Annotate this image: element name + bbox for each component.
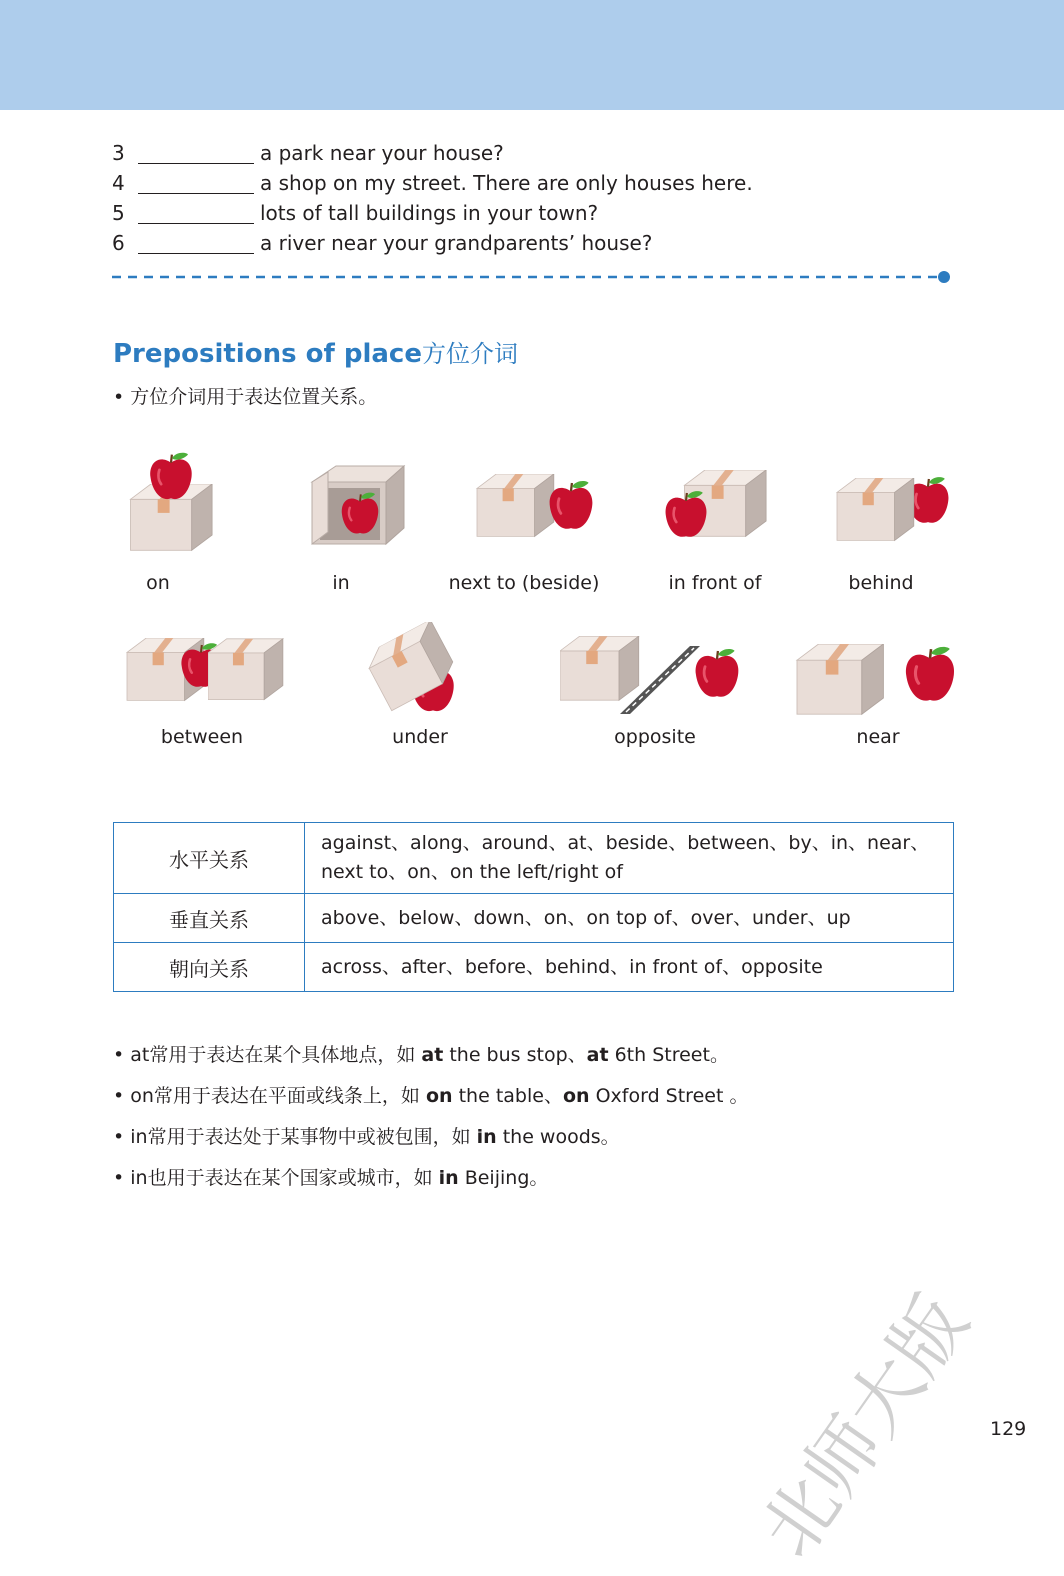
exercise-item	[112, 168, 753, 198]
preposition-label: next to (beside)	[448, 572, 600, 594]
exercise-number: 6	[112, 231, 125, 255]
illustration-near	[788, 640, 960, 716]
note-bold: on	[562, 1085, 590, 1107]
illustration-between	[124, 632, 286, 704]
note-text: the woods。	[496, 1126, 620, 1148]
note-bullet: • in	[113, 1167, 148, 1189]
section-title	[113, 334, 518, 369]
illustration-in-front-of	[662, 468, 778, 544]
note-text: Beijing。	[458, 1167, 549, 1189]
note-text-zh: 常用于表达处于某事物中或被包围，如	[147, 1126, 477, 1148]
preposition-label: near	[856, 726, 900, 748]
note-text: 6th Street。	[608, 1044, 729, 1066]
exercise-number: 5	[112, 201, 125, 225]
exercise-item	[112, 138, 753, 168]
note-bold: on	[425, 1085, 453, 1107]
preposition-label: in front of	[668, 572, 762, 594]
exercise-item	[112, 198, 753, 228]
section-title-en: Prepositions of place	[113, 339, 422, 369]
exercise-number: 4	[112, 171, 125, 195]
preposition-table	[113, 822, 954, 992]
note-bullet: • at	[113, 1044, 150, 1066]
note-text-zh: 常用于表达在平面或线条上，如	[153, 1085, 426, 1107]
section-intro: • 方位介词用于表达位置关系。	[113, 386, 378, 408]
note-text: Oxford Street 。	[589, 1085, 749, 1107]
prepositions-cell: across、after、before、behind、in front of、opposite	[305, 943, 954, 992]
prepositions-cell: against、along、around、at、beside、between、by、in、near、next to、on、on the left/right of	[305, 823, 954, 894]
preposition-label: opposite	[614, 726, 696, 748]
preposition-label: in	[332, 572, 350, 594]
note-bullet: • on	[113, 1085, 154, 1107]
category-cell: 垂直关系	[114, 894, 305, 943]
prepositions-cell: above、below、down、on、on top of、over、under、up	[305, 894, 954, 943]
exercise-number: 3	[112, 141, 125, 165]
exercise-text: a park near your house?	[260, 141, 504, 165]
exercise-text: a river near your grandparents’ house?	[260, 231, 653, 255]
table-row	[114, 823, 954, 894]
note-text: the bus stop、	[443, 1044, 587, 1066]
note-text-zh: 也用于表达在某个国家或城市，如	[147, 1167, 439, 1189]
note-text: the table、	[452, 1085, 563, 1107]
note-bold: in	[438, 1167, 459, 1189]
exercise-text: a shop on my street. There are only houses here.	[260, 171, 753, 195]
note-text-zh: 常用于表达在某个具体地点，如	[149, 1044, 422, 1066]
answer-blank[interactable]	[138, 233, 254, 254]
preposition-label: behind	[848, 572, 914, 594]
exercise-item	[112, 228, 753, 258]
note-item	[113, 1040, 748, 1081]
section-title-zh: 方位介词	[421, 340, 518, 368]
illustration-on	[122, 450, 222, 554]
answer-blank[interactable]	[138, 173, 254, 194]
answer-blank[interactable]	[138, 203, 254, 224]
note-item	[113, 1163, 748, 1204]
dashed-divider	[112, 270, 952, 284]
preposition-label: on	[146, 572, 170, 594]
exercise-text: lots of tall buildings in your town?	[260, 201, 599, 225]
table-row	[114, 894, 954, 943]
note-item	[113, 1081, 748, 1122]
publisher-watermark: 北师大版	[744, 1280, 986, 1573]
preposition-label: under	[392, 726, 448, 748]
note-bold: at	[586, 1044, 609, 1066]
page-number: 129	[990, 1418, 1027, 1440]
header-band	[0, 0, 1064, 110]
preposition-label: between	[160, 726, 244, 748]
note-bold: in	[476, 1126, 497, 1148]
note-bullet: • in	[113, 1126, 148, 1148]
table-row	[114, 943, 954, 992]
illustration-under	[360, 622, 472, 718]
note-item	[113, 1122, 748, 1163]
category-cell: 水平关系	[114, 823, 305, 894]
answer-blank[interactable]	[138, 143, 254, 164]
illustration-in	[306, 462, 410, 548]
usage-notes	[113, 1040, 748, 1204]
note-bold: at	[421, 1044, 444, 1066]
category-cell: 朝向关系	[114, 943, 305, 992]
illustration-opposite	[558, 632, 748, 718]
exercise-list	[112, 138, 753, 258]
illustration-next-to	[470, 470, 600, 540]
illustration-behind	[828, 472, 956, 542]
